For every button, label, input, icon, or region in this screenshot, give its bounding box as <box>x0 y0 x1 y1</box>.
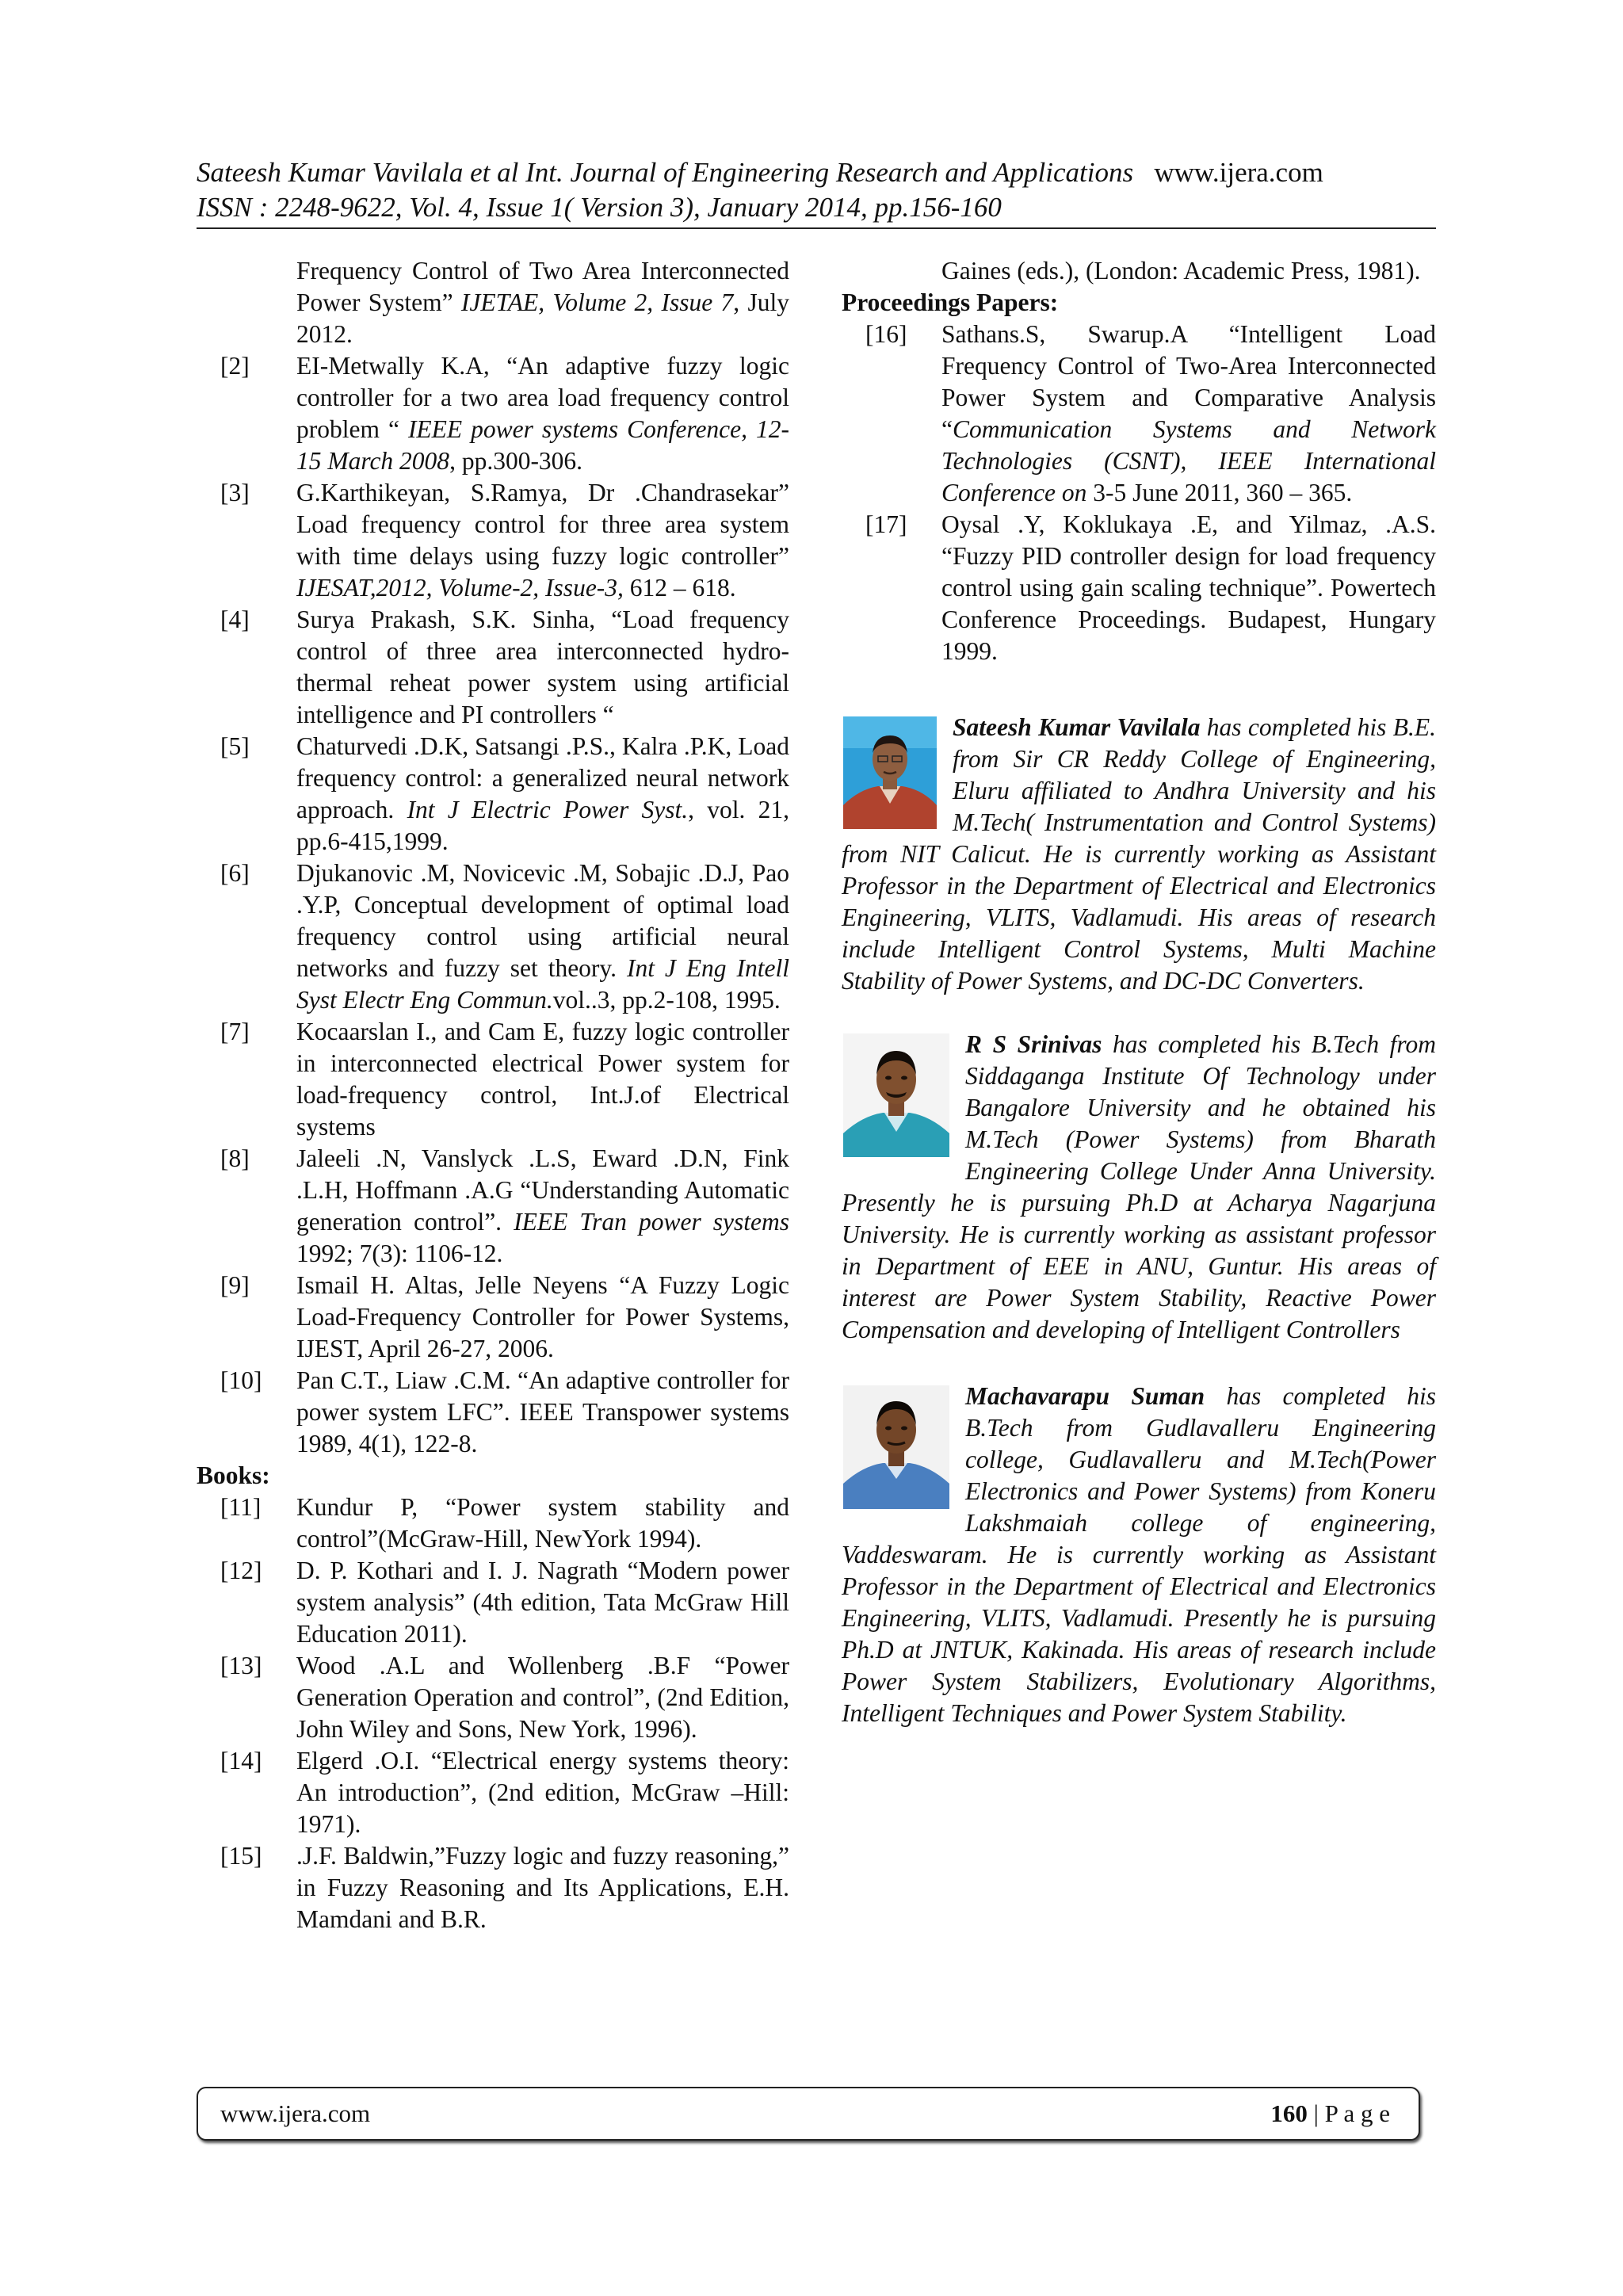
reference-number: [2] <box>220 352 250 380</box>
reference-6: [6] Djukanovic .M, Novicevic .M, Sobajic .D.J, Pao .Y.P, Conceptual development of optimal load frequency control using artificial neural networks and fuzzy set theory. Int J Eng Intell Syst Electr Eng Commun.vol..3, pp.2-108, 1995. <box>197 858 789 1016</box>
reference-17: [17] Oysal .Y, Koklukaya .E, and Yilmaz, .A.S. “Fuzzy PID controller design for load frequency control using gain scaling technique”. Powertech Conference Proceedings. Budapest, Hungary 1999. <box>842 509 1436 667</box>
proceedings-heading: Proceedings Papers: <box>842 288 1059 316</box>
reference-number: [6] <box>220 859 250 887</box>
reference-number: [15] <box>220 1842 262 1870</box>
author-bio-3 <box>842 1381 1436 1729</box>
footer-site-link[interactable]: www.ijera.com <box>220 2099 371 2127</box>
reference-number: [14] <box>220 1747 262 1775</box>
author-name: Machavarapu Suman <box>965 1382 1205 1410</box>
left-column <box>197 255 789 1935</box>
reference-7: [7] Kocaarslan I., and Cam E, fuzzy logic controller in interconnected electrical Power system for load-frequency control, Int.J.of Electrical systems <box>197 1016 789 1143</box>
author-bio-text: has completed his B.Tech from Gudlavalleru Engineering college, Gudlavalleru and M.Tech(Power Electronics and Power Systems) from Koneru Lakshmaiah college of engineering, Vaddeswaram. He is currently working as Assistant Professor in the Department of Electrical and Electronics Engineering, VLITS, Vadlamudi. Presently he is pursuing Ph.D at JNTUK, Kakinada. His areas of research include Power System Stabilizers, Evolutionary Algorithms, Intelligent Techniques and Power System Stability. <box>842 1382 1437 1727</box>
reference-5: [5] Chaturvedi .D.K, Satsangi .P.S., Kalra .P.K, Load frequency control: a generalized neural network approach. Int J Electric Power Syst., vol. 21, pp.6-415,1999. <box>197 731 789 858</box>
reference-15: [15] .J.F. Baldwin,”Fuzzy logic and fuzzy reasoning,” in Fuzzy Reasoning and Its Applications, E.H. Mamdani and B.R. <box>197 1840 789 1935</box>
reference-number: [13] <box>220 1652 262 1679</box>
reference-number: [3] <box>220 479 250 506</box>
right-column <box>842 255 1436 1729</box>
reference-13: [13] Wood .A.L and Wollenberg .B.F “Power Generation Operation and control”, (2nd Edition, John Wiley and Sons, New York, 1996). <box>197 1650 789 1745</box>
page-number: 160 | P a g e <box>1270 2099 1390 2127</box>
reference-number: [8] <box>220 1144 250 1172</box>
reference-2: [2] EI-Metwally K.A, “An adaptive fuzzy logic controller for a two area load frequency control problem “ IEEE power systems Conference, 12-15 March 2008, pp.300-306. <box>197 350 789 477</box>
reference-4: [4] Surya Prakash, S.K. Sinha, “Load frequency control of three area interconnected hydro-thermal reheat power system using artificial intelligence and PI controllers “ <box>197 604 789 731</box>
author-photo-2 <box>843 1033 949 1157</box>
page-footer <box>197 2087 1420 2141</box>
reference-number: [7] <box>220 1018 250 1045</box>
author-bio-1 <box>842 712 1436 997</box>
reference-15-continued: Gaines (eds.), (London: Academic Press, 1981). <box>941 257 1421 285</box>
reference-11: [11] Kundur P, “Power system stability and control”(McGraw-Hill, NewYork 1994). <box>197 1492 789 1555</box>
reference-number: [5] <box>220 732 250 760</box>
running-header <box>197 155 1436 225</box>
author-photo-3 <box>843 1385 949 1509</box>
author-photo-1 <box>843 716 937 829</box>
reference-number: [17] <box>865 510 907 538</box>
reference-1-continued: Frequency Control of Two Area Interconnected Power System” IJETAE, Volume 2, Issue 7, July 2012. <box>296 257 789 348</box>
author-name: R S Srinivas <box>965 1030 1102 1058</box>
reference-9: [9] Ismail H. Altas, Jelle Neyens “A Fuzzy Logic Load-Frequency Controller for Power Systems, IJEST, April 26-27, 2006. <box>197 1270 789 1365</box>
author-bio-text: has completed his B.Tech from Siddaganga Institute Of Technology under Bangalore University and he obtained his M.Tech (Power Systems) from Bharath Engineering College Under Anna University. Presently he is pursuing Ph.D at Acharya Nagarjuna University. He is currently working as assistant professor in Department of EEE in ANU, Guntur. His areas of interest are Power System Stability, Reactive Power Compensation and developing of Intelligent Controllers <box>842 1030 1436 1343</box>
reference-number: [10] <box>220 1366 262 1394</box>
reference-number: [9] <box>220 1271 250 1299</box>
books-heading: Books: <box>197 1461 270 1489</box>
author-bio-text: has completed his B.E. from Sir CR Reddy College of Engineering, Eluru affiliated to Andhra University and his M.Tech( Instrumentation and Control Systems) from NIT Calicut. He is currently working as Assistant Professor in the Department of Electrical and Electronics Engineering, VLITS, Vadlamudi. His areas of research include Intelligent Control Systems, Multi Machine Stability of Power Systems, and DC-DC Converters. <box>842 713 1436 995</box>
author-portrait-image <box>843 1385 949 1509</box>
reference-number: [12] <box>220 1557 262 1584</box>
reference-number: [16] <box>865 320 907 348</box>
reference-3: [3] G.Karthikeyan, S.Ramya, Dr .Chandrasekar” Load frequency control for three area system with time delays using fuzzy logic controller” IJESAT,2012, Volume-2, Issue-3, 612 – 618. <box>197 477 789 604</box>
author-portrait-image <box>843 1033 949 1157</box>
header-line-2: ISSN : 2248-9622, Vol. 4, Issue 1( Version 3), January 2014, pp.156-160 <box>197 192 1002 223</box>
author-name: Sateesh Kumar Vavilala <box>953 713 1201 741</box>
header-journal-title: Sateesh Kumar Vavilala et al Int. Journal of Engineering Research and Applications <box>197 157 1134 188</box>
reference-number: [11] <box>220 1493 262 1521</box>
header-line-1 <box>197 155 1436 190</box>
reference-8: [8] Jaleeli .N, Vanslyck .L.S, Eward .D.N, Fink .L.H, Hoffmann .A.G “Understanding Automatic generation control”. IEEE Tran power systems 1992; 7(3): 1106-12. <box>197 1143 789 1270</box>
header-site-link[interactable]: www.ijera.com <box>1154 157 1323 188</box>
author-bio-2 <box>842 1029 1436 1346</box>
header-rule <box>197 227 1436 229</box>
reference-16: [16] Sathans.S, Swarup.A “Intelligent Load Frequency Control of Two-Area Interconnected Power System and Comparative Analysis “Communication Systems and Network Technologies (CSNT), IEEE International Conference on 3-5 June 2011, 360 – 365. <box>842 319 1436 509</box>
reference-14: [14] Elgerd .O.I. “Electrical energy systems theory: An introduction”, (2nd edition, McGraw –Hill: 1971). <box>197 1745 789 1840</box>
reference-10: [10] Pan C.T., Liaw .C.M. “An adaptive controller for power system LFC”. IEEE Transpower systems 1989, 4(1), 122-8. <box>197 1365 789 1460</box>
reference-number: [4] <box>220 606 250 633</box>
author-portrait-image <box>843 716 937 829</box>
reference-12: [12] D. P. Kothari and I. J. Nagrath “Modern power system analysis” (4th edition, Tata McGraw Hill Education 2011). <box>197 1555 789 1650</box>
